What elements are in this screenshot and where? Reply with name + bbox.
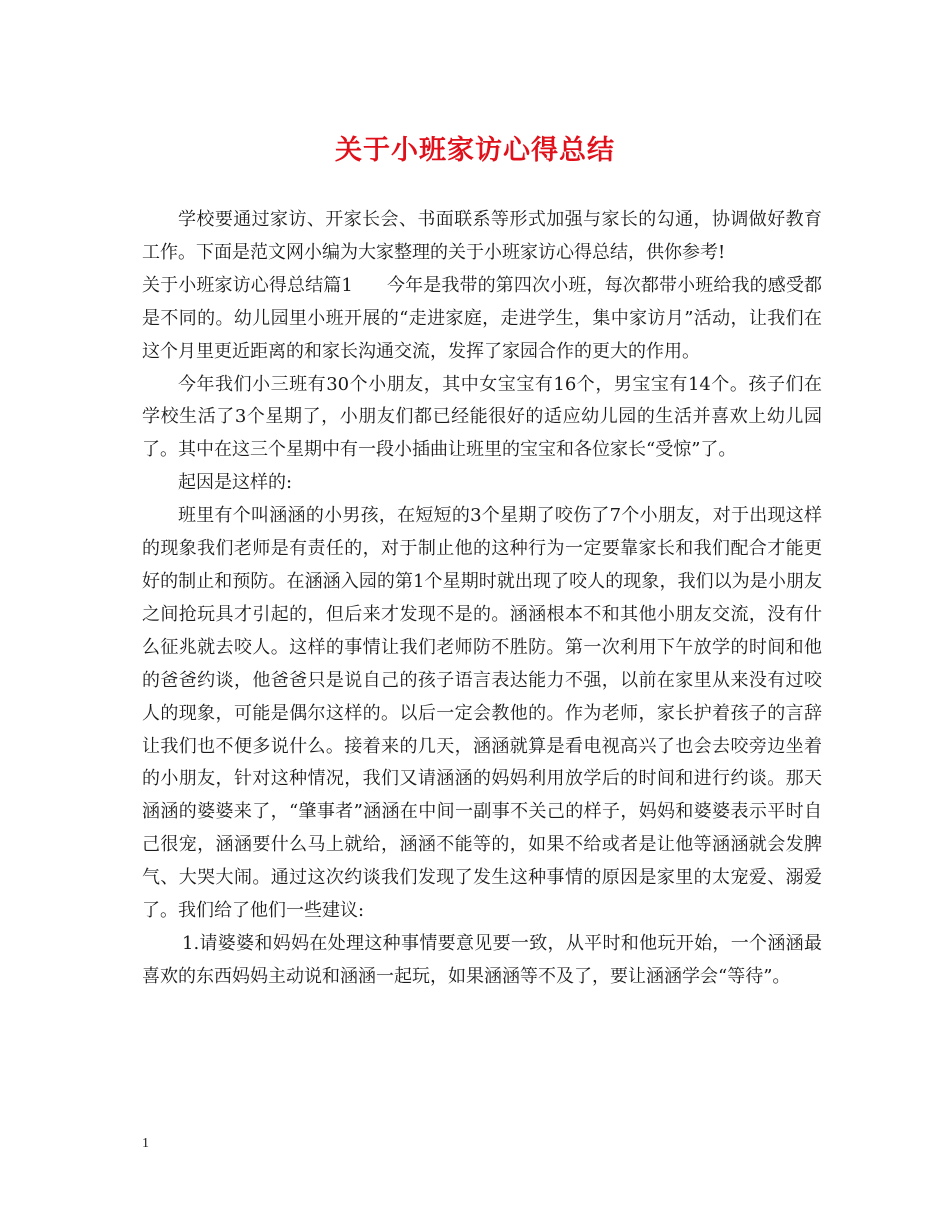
document-body: [142, 204, 822, 994]
paragraph-cause: 起因是这样的:: [178, 472, 293, 494]
document-title: 关于小班家访心得总结: [335, 135, 615, 166]
page-number: 1: [142, 1136, 149, 1151]
section-first-text: 今年是我带的第四次小班，每次都带小班给我的感受都是不同的。幼儿园里小班开展的“走进家庭，走进学生，集中家访月”活动，让我们在这个月里更近距离的和家长沟通交流，发挥了家园合作的更大的作用。: [142, 274, 823, 362]
paragraph-class-info: 今年我们小三班有30个小朋友，其中女宝宝有16个，男宝宝有14个。孩子们在学校生活了3个星期了，小朋友们都已经能很好的适应幼儿园的生活并喜欢上幼儿园了。其中在这三个星期中有一段小插曲让班里的宝宝和各位家长“受惊”了。: [142, 373, 822, 461]
paragraph-suggestion-1: 1.请婆婆和妈妈在处理这种事情要意见要一致，从平时和他玩开始，一个涵涵最喜欢的东西妈妈主动说和涵涵一起玩，如果涵涵等不及了，要让涵涵学会“等待”。: [142, 932, 822, 987]
section-label: 关于小班家访心得总结篇1: [142, 274, 353, 296]
section-paragraph: [142, 270, 822, 369]
intro-paragraph: 学校要通过家访、开家长会、书面联系等形式加强与家长的勾通，协调做好教育工作。下面是范文网小编为大家整理的关于小班家访心得总结，供你参考!: [142, 209, 822, 263]
paragraph-story: 班里有个叫涵涵的小男孩，在短短的3个星期了咬伤了7个小朋友，对于出现这样的现象我们老师是有责任的，对于制止他的这种行为一定要靠家长和我们配合才能更好的制止和预防。在涵涵入园的第1个星期时就出现了咬人的现象，我们以为是小朋友之间抢玩具才引起的，但后来才发现不是的。涵涵根本不和其他小朋友交流，没有什么征兆就去咬人。这样的事情让我们老师防不胜防。第一次利用下午放学的时间和他的爸爸约谈，他爸爸只是说自己的孩子语言表达能力不强，以前在家里从来没有过咬人的现象，可能是偶尔这样的。以后一定会教他的。作为老师，家长护着孩子的言辞让我们也不便多说什么。接着来的几天，涵涵就算是看电视高兴了也会去咬旁边坐着的小朋友，针对这种情况，我们又请涵涵的妈妈利用放学后的时间和进行约谈。那天涵涵的婆婆来了，“肇事者”涵涵在中间一副事不关己的样子，妈妈和婆婆表示平时自己很宠，涵涵要什么马上就给，涵涵不能等的，如果不给或者是让他等涵涵就会发脾气、大哭大闹。通过这次约谈我们发现了发生这种事情的原因是家里的太宠爱、溺爱了。我们给了他们一些建议:: [142, 505, 822, 922]
